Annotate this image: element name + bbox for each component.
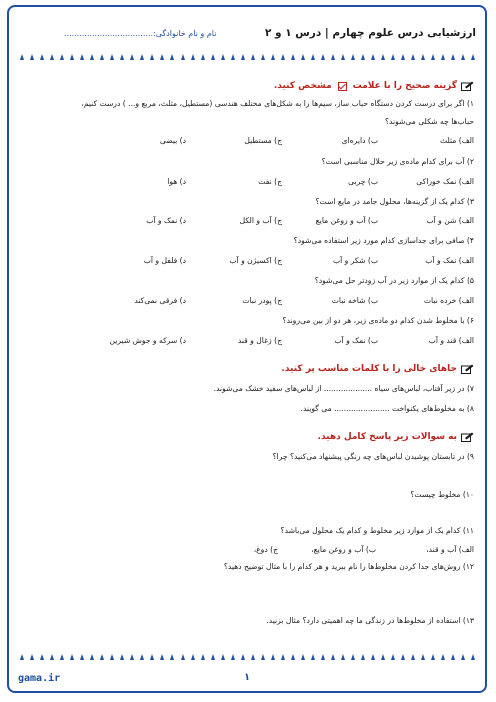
- triangle-ornament: [160, 54, 164, 60]
- triangle-ornament: [361, 54, 365, 60]
- triangle-ornament: [261, 54, 265, 60]
- page-title: ارزشیابی درس علوم چهارم | درس ۱ و ۲: [264, 27, 476, 39]
- option[interactable]: ب) شکر و آب: [332, 256, 378, 265]
- triangle-ornament: [160, 654, 164, 660]
- triangle-ornament: [361, 654, 365, 660]
- pencil-icon: [461, 81, 474, 91]
- triangle-ornament: [130, 54, 134, 60]
- section-heading-multiple-choice: گزینه صحیح را با علامت مشخص کنید.: [274, 81, 474, 91]
- question-7: ۷) در زیر آفتاب، لباس‌های سیاه .................... از لباس‌های سفید خشک می‌شوند.: [213, 384, 474, 393]
- triangle-ornament: [130, 654, 134, 660]
- triangle-ornament: [341, 54, 345, 60]
- triangle-ornament: [301, 654, 305, 660]
- section-heading-fill-blanks: جاهای خالی را با کلمات مناسب پر کنید.: [281, 364, 474, 374]
- pencil-icon: [461, 432, 474, 442]
- triangle-ornament: [391, 654, 395, 660]
- triangle-ornament: [471, 54, 475, 60]
- option[interactable]: د) هوا: [167, 177, 186, 186]
- triangle-ornament: [30, 654, 34, 660]
- question-8: ۸) به مخلوط‌های یکنواخت ....................... می گویند.: [300, 404, 474, 413]
- triangle-ornament: [421, 54, 425, 60]
- triangle-ornament: [241, 654, 245, 660]
- footer-site: gama.ir: [18, 673, 61, 684]
- option[interactable]: ب) شاخه نبات: [331, 296, 378, 305]
- triangle-ornament: [90, 54, 94, 60]
- triangle-ornament: [170, 54, 174, 60]
- triangle-ornament: [411, 654, 415, 660]
- triangle-ornament: [50, 54, 54, 60]
- triangle-ornament: [391, 54, 395, 60]
- triangle-ornament: [351, 54, 355, 60]
- option[interactable]: ب) دایره‌ای: [341, 136, 378, 145]
- triangle-ornament: [331, 654, 335, 660]
- page-number: ۱: [244, 672, 251, 683]
- triangle-ornament: [281, 654, 285, 660]
- option: ب) آب و روغن مایع،: [311, 545, 376, 554]
- triangle-ornament: [401, 54, 405, 60]
- triangle-ornament: [321, 54, 325, 60]
- triangle-ornament: [331, 54, 335, 60]
- question-2-options: [90, 177, 474, 189]
- triangle-ornament: [60, 54, 64, 60]
- student-name-field[interactable]: [64, 29, 216, 38]
- triangle-ornament: [401, 654, 405, 660]
- footer-divider: [20, 654, 476, 662]
- pencil-icon: [461, 364, 474, 374]
- option[interactable]: ج) آب و الکل: [239, 216, 282, 225]
- triangle-ornament: [271, 654, 275, 660]
- triangle-ornament: [441, 654, 445, 660]
- option[interactable]: ب) آب و روغن مایع: [315, 216, 378, 225]
- question-1-options: [90, 136, 474, 148]
- triangle-ornament: [421, 654, 425, 660]
- triangle-ornament: [90, 654, 94, 660]
- triangle-ornament: [351, 654, 355, 660]
- triangle-ornament: [311, 54, 315, 60]
- triangle-ornament: [341, 654, 345, 660]
- triangle-ornament: [451, 54, 455, 60]
- option[interactable]: ج) پودر نبات: [242, 296, 282, 305]
- triangle-ornament: [120, 654, 124, 660]
- option: ج) دوغ،: [253, 545, 278, 554]
- option[interactable]: الف) شن و آب: [426, 216, 474, 225]
- triangle-ornament: [231, 654, 235, 660]
- triangle-ornament: [381, 54, 385, 60]
- triangle-ornament: [251, 654, 255, 660]
- triangle-ornament: [191, 654, 195, 660]
- triangle-ornament: [311, 654, 315, 660]
- triangle-ornament: [221, 654, 225, 660]
- option[interactable]: ب) نمک و آب: [334, 336, 378, 345]
- triangle-ornament: [301, 54, 305, 60]
- triangle-ornament: [201, 54, 205, 60]
- triangle-ornament: [170, 654, 174, 660]
- triangle-ornament: [431, 654, 435, 660]
- triangle-ornament: [30, 54, 34, 60]
- option: الف) آب و قند،: [426, 545, 474, 554]
- option[interactable]: د) فرقی نمی‌کند: [134, 296, 186, 305]
- triangle-ornament: [271, 54, 275, 60]
- question-4: ۴) صافی برای جداسازی کدام مورد زیر استفاده می‌شود؟: [293, 236, 474, 245]
- triangle-ornament: [461, 54, 465, 60]
- question-11: ۱۱) کدام یک از موارد زیر مخلوط و کدام یک محلول می‌باشد؟: [280, 526, 474, 535]
- section-heading-full-answer: به سوالات زیر پاسخ کامل دهید.: [318, 432, 474, 442]
- triangle-ornament: [441, 54, 445, 60]
- option[interactable]: الف) قند و آب: [428, 336, 474, 345]
- question-12: ۱۲) روش‌های جدا کردن مخلوط‌ها را نام ببرید و هر کدام را با مثال توضیح دهید؟: [223, 562, 474, 571]
- triangle-ornament: [221, 54, 225, 60]
- triangle-ornament: [371, 54, 375, 60]
- question-5-options: [90, 296, 474, 308]
- triangle-ornament: [181, 654, 185, 660]
- triangle-ornament: [211, 54, 215, 60]
- option[interactable]: ج) مستطیل: [244, 136, 282, 145]
- option[interactable]: ج) زغال و قند: [237, 336, 282, 345]
- triangle-ornament: [291, 654, 295, 660]
- triangle-ornament: [80, 54, 84, 60]
- triangle-ornament: [281, 54, 285, 60]
- header-divider: [20, 54, 476, 62]
- triangle-ornament: [461, 654, 465, 660]
- triangle-ornament: [181, 54, 185, 60]
- question-4-options: [90, 256, 474, 268]
- triangle-ornament: [451, 654, 455, 660]
- question-3: ۳) کدام یک از گزینه‌ها، محلول جامد در مایع است؟: [315, 197, 474, 206]
- question-9: ۹) در تابستان پوشیدن لباس‌های چه رنگی پیشنهاد می‌کنید؟ چرا؟: [272, 452, 474, 461]
- triangle-ornament: [371, 654, 375, 660]
- triangle-ornament: [261, 654, 265, 660]
- triangle-ornament: [241, 54, 245, 60]
- option[interactable]: الف) خرده نبات: [423, 296, 474, 305]
- question-6-options: [90, 336, 474, 348]
- question-3-options: [90, 216, 474, 228]
- triangle-ornament: [251, 54, 255, 60]
- triangle-ornament: [70, 54, 74, 60]
- option[interactable]: الف) نمک و آب: [425, 256, 474, 265]
- option[interactable]: الف) مثلث: [440, 136, 474, 145]
- triangle-ornament: [70, 654, 74, 660]
- question-1: ۱) اگر برای درست کردن دستگاه حباب ساز، سیم‌ها را به شکل‌های مختلف هندسی (مستطیل، مثلث، مربع و... ) درست کنیم،: [81, 99, 474, 108]
- triangle-ornament: [110, 654, 114, 660]
- triangle-ornament: [80, 654, 84, 660]
- triangle-ornament: [411, 54, 415, 60]
- triangle-ornament: [381, 654, 385, 660]
- option[interactable]: د) سرکه و جوش شیرین: [109, 336, 186, 345]
- triangle-ornament: [211, 654, 215, 660]
- triangle-ornament: [191, 54, 195, 60]
- triangle-ornament: [150, 654, 154, 660]
- option[interactable]: ج) نفت: [258, 177, 282, 186]
- triangle-ornament: [140, 54, 144, 60]
- triangle-ornament: [20, 54, 24, 60]
- name-label: نام و نام خانوادگی:: [153, 29, 217, 38]
- triangle-ornament: [40, 54, 44, 60]
- question-6: ۶) با مخلوط شدن کدام دو ماده‌ی زیر، هر دو از بین می‌روند؟: [282, 316, 474, 325]
- triangle-ornament: [100, 54, 104, 60]
- option[interactable]: د) نمک و آب: [146, 216, 186, 225]
- question-2: ۲) آب برای کدام ماده‌ی زیر حلال مناسبی است؟: [321, 157, 474, 166]
- question-11-options: [180, 545, 474, 557]
- triangle-ornament: [50, 654, 54, 660]
- triangle-ornament: [100, 654, 104, 660]
- triangle-ornament: [40, 654, 44, 660]
- triangle-ornament: [321, 654, 325, 660]
- checkbox-icon: [338, 82, 347, 91]
- page-border: [7, 5, 487, 693]
- triangle-ornament: [60, 654, 64, 660]
- option[interactable]: الف) نمک خوراکی: [416, 177, 474, 186]
- option[interactable]: ج) اکسیژن و آب: [229, 256, 282, 265]
- triangle-ornament: [431, 54, 435, 60]
- triangle-ornament: [110, 54, 114, 60]
- triangle-ornament: [120, 54, 124, 60]
- triangle-ornament: [471, 654, 475, 660]
- question-5: ۵) کدام یک از موارد زیر در آب زودتر حل می‌شود؟: [314, 276, 474, 285]
- question-13: ۱۳) استفاده از مخلوط‌ها در زندگی ما چه اهمیتی دارد؟ مثال بزنید.: [266, 616, 474, 625]
- question-10: ۱۰) مخلوط چیست؟: [410, 490, 474, 499]
- triangle-ornament: [150, 54, 154, 60]
- triangle-ornament: [231, 54, 235, 60]
- triangle-ornament: [140, 654, 144, 660]
- triangle-ornament: [291, 54, 295, 60]
- option[interactable]: د) بیضی: [159, 136, 186, 145]
- name-dots: ...................................: [64, 29, 154, 38]
- triangle-ornament: [20, 654, 24, 660]
- option[interactable]: د) فلفل و آب: [143, 256, 186, 265]
- question-1-cont: حباب‌ها چه شکلی می‌شوند؟: [385, 117, 474, 126]
- triangle-ornament: [201, 654, 205, 660]
- option[interactable]: ب) چربی: [348, 177, 378, 186]
